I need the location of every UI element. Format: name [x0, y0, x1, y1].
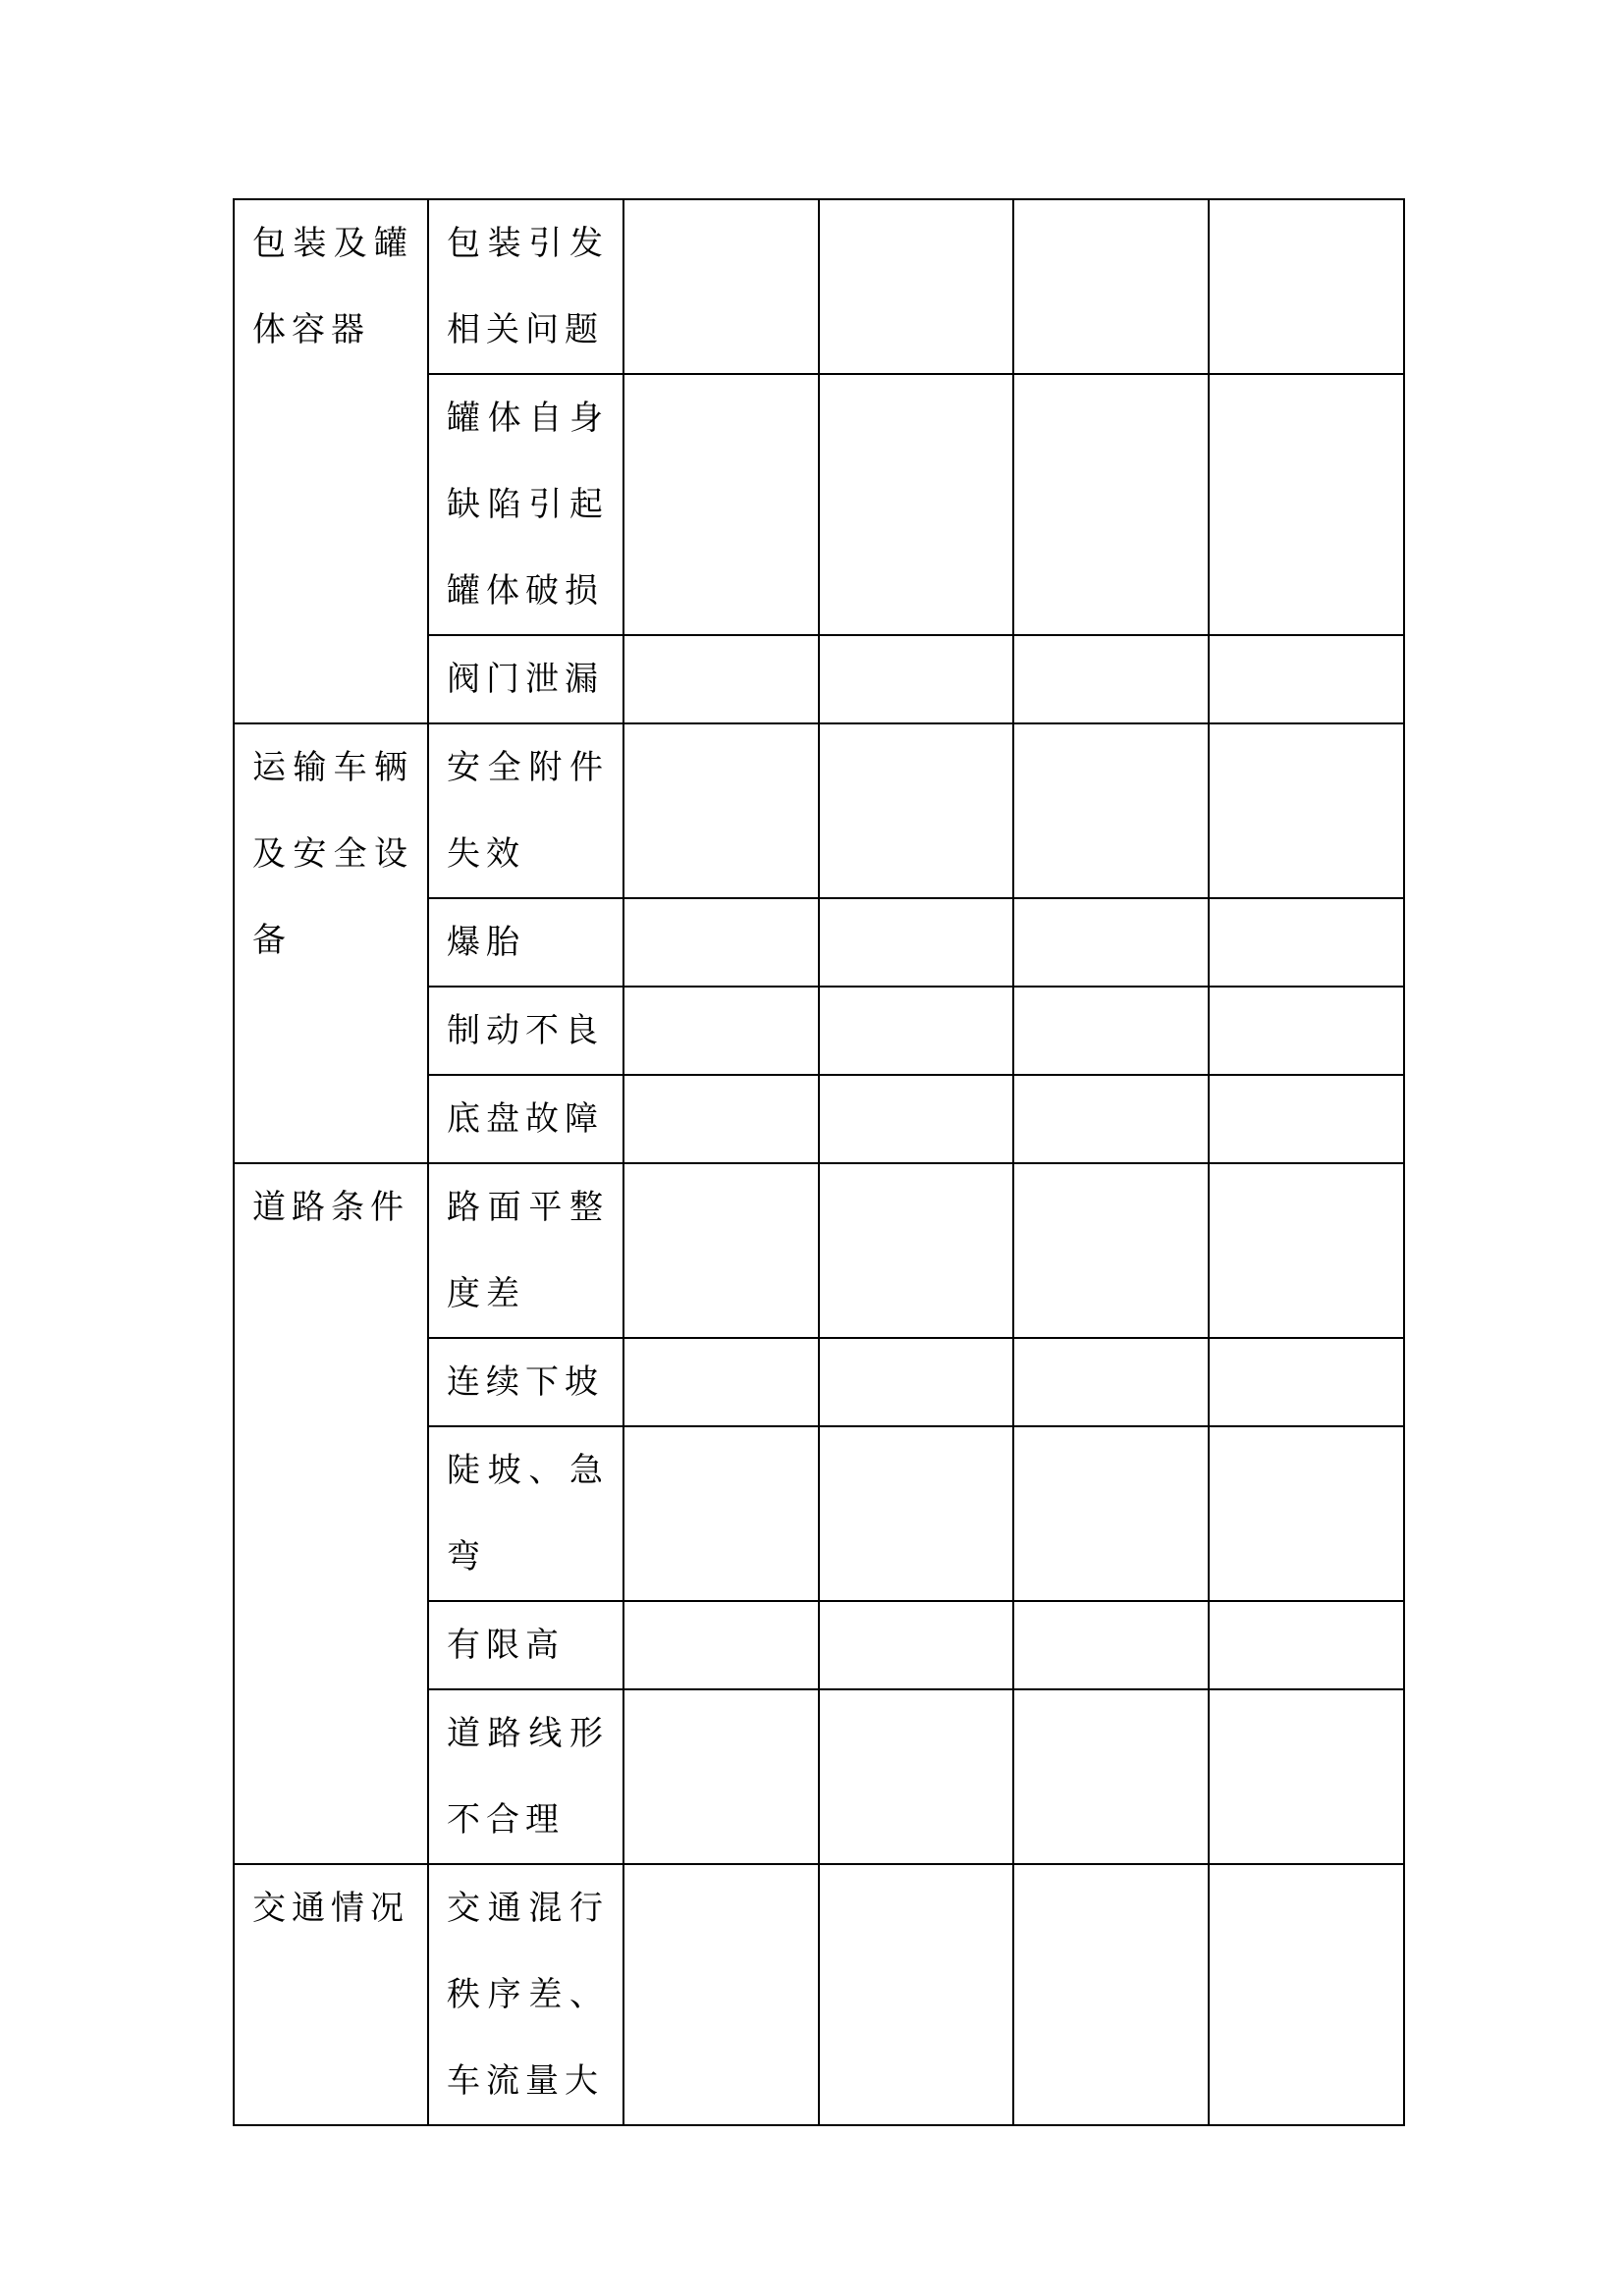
item-label: 道路线形不合理: [447, 1714, 609, 1840]
category-cell: [234, 1864, 428, 2125]
item-cell: [428, 199, 623, 374]
item-cell: [428, 1426, 623, 1601]
table-row: [234, 723, 1404, 898]
category-cell: [234, 199, 428, 723]
item-cell: [428, 1163, 623, 1338]
blank-cell: [623, 1163, 819, 1338]
item-label: 罐体自身缺陷引起罐体破损: [447, 399, 609, 611]
category-label: 运输车辆及安全设备: [252, 748, 413, 960]
blank-cell: [1013, 1075, 1209, 1163]
blank-cell: [1209, 1338, 1404, 1426]
blank-cell: [819, 1163, 1013, 1338]
blank-cell: [1209, 374, 1404, 635]
table-row: [234, 1163, 1404, 1338]
blank-cell: [623, 898, 819, 987]
blank-cell: [1013, 635, 1209, 723]
item-cell: [428, 723, 623, 898]
category-cell: [234, 1163, 428, 1864]
blank-cell: [1013, 987, 1209, 1075]
blank-cell: [1013, 1163, 1209, 1338]
blank-cell: [1209, 1163, 1404, 1338]
item-label: 交通混行秩序差、车流量大: [447, 1889, 609, 2101]
item-cell: [428, 374, 623, 635]
item-label: 陡坡、急弯: [447, 1451, 609, 1576]
item-label: 包装引发相关问题: [447, 224, 609, 349]
blank-cell: [1209, 1864, 1404, 2125]
blank-cell: [1013, 1864, 1209, 2125]
blank-cell: [1013, 1601, 1209, 1689]
category-label: 交通情况: [252, 1889, 409, 1928]
blank-cell: [1209, 1689, 1404, 1864]
blank-cell: [623, 635, 819, 723]
blank-cell: [819, 987, 1013, 1075]
blank-cell: [819, 1689, 1013, 1864]
blank-cell: [1209, 199, 1404, 374]
category-label: 道路条件: [252, 1188, 409, 1227]
blank-cell: [1209, 1426, 1404, 1601]
item-label: 阀门泄漏: [447, 660, 604, 699]
blank-cell: [1013, 1689, 1209, 1864]
blank-cell: [623, 1689, 819, 1864]
blank-cell: [623, 1338, 819, 1426]
blank-cell: [1209, 1601, 1404, 1689]
table-row: [234, 199, 1404, 374]
blank-cell: [819, 1075, 1013, 1163]
blank-cell: [1209, 898, 1404, 987]
blank-cell: [819, 635, 1013, 723]
blank-cell: [1013, 723, 1209, 898]
item-label: 路面平整度差: [447, 1188, 609, 1313]
item-cell: [428, 1689, 623, 1864]
blank-cell: [1013, 199, 1209, 374]
item-cell: [428, 987, 623, 1075]
blank-cell: [1013, 1338, 1209, 1426]
blank-cell: [819, 898, 1013, 987]
category-cell: [234, 723, 428, 1163]
item-label: 连续下坡: [447, 1362, 604, 1402]
item-label: 爆胎: [447, 923, 525, 962]
blank-cell: [1209, 723, 1404, 898]
blank-cell: [1013, 1426, 1209, 1601]
blank-cell: [623, 1864, 819, 2125]
blank-cell: [1209, 635, 1404, 723]
item-label: 安全附件失效: [447, 748, 609, 874]
blank-cell: [623, 374, 819, 635]
item-cell: [428, 1075, 623, 1163]
item-cell: [428, 898, 623, 987]
blank-cell: [1013, 898, 1209, 987]
item-cell: [428, 1864, 623, 2125]
item-cell: [428, 1601, 623, 1689]
blank-cell: [819, 723, 1013, 898]
blank-cell: [819, 199, 1013, 374]
blank-cell: [819, 1426, 1013, 1601]
blank-cell: [623, 1601, 819, 1689]
blank-cell: [623, 723, 819, 898]
risk-table: [233, 198, 1405, 2126]
blank-cell: [1209, 987, 1404, 1075]
item-label: 有限高: [447, 1626, 565, 1665]
blank-cell: [623, 987, 819, 1075]
item-cell: [428, 635, 623, 723]
table-row: [234, 1864, 1404, 2125]
blank-cell: [819, 374, 1013, 635]
blank-cell: [1013, 374, 1209, 635]
category-label: 包装及罐体容器: [252, 224, 413, 349]
blank-cell: [819, 1864, 1013, 2125]
blank-cell: [819, 1601, 1013, 1689]
blank-cell: [623, 1426, 819, 1601]
blank-cell: [623, 1075, 819, 1163]
blank-cell: [819, 1338, 1013, 1426]
item-label: 制动不良: [447, 1011, 604, 1050]
item-label: 底盘故障: [447, 1099, 604, 1139]
blank-cell: [1209, 1075, 1404, 1163]
item-cell: [428, 1338, 623, 1426]
blank-cell: [623, 199, 819, 374]
